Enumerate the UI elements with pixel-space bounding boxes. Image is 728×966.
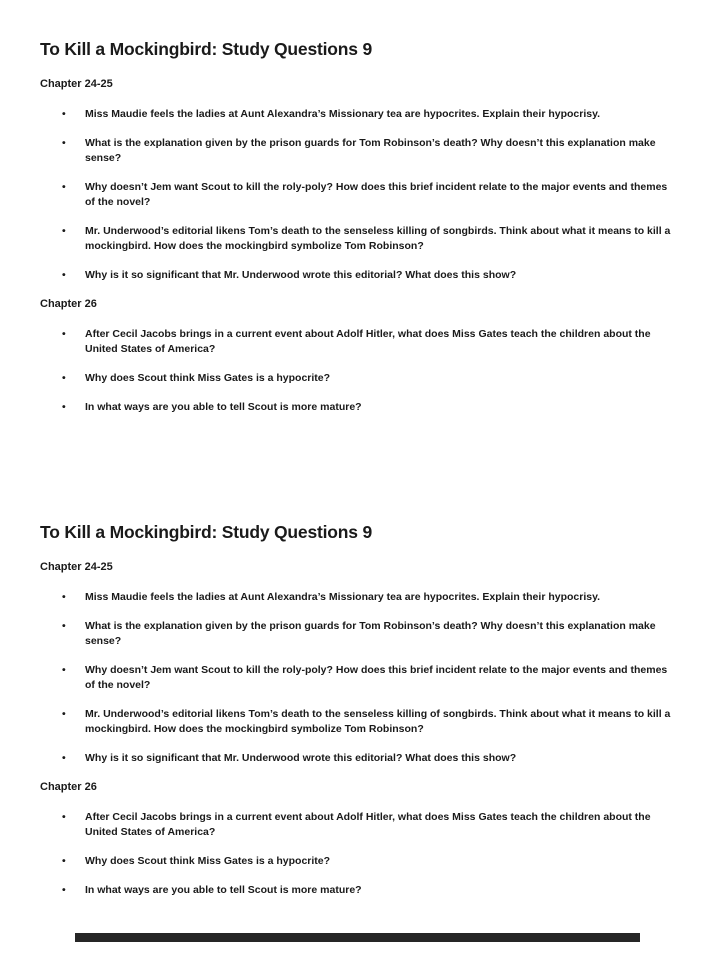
question-list xyxy=(40,590,686,766)
question-item: • Why does Scout think Miss Gates is a hypocrite? xyxy=(62,854,679,869)
question-item: • Why doesn’t Jem want Scout to kill the roly-poly? How does this brief incident relate to the major events and themes of the novel? xyxy=(62,180,679,210)
sections-container xyxy=(40,560,686,898)
question-item: • After Cecil Jacobs brings in a current event about Adolf Hitler, what does Miss Gates teach the children about the United States of America? xyxy=(62,810,679,840)
document-page xyxy=(0,483,728,966)
chapter-heading: Chapter 26 xyxy=(40,781,97,793)
question-list xyxy=(40,810,686,898)
chapter-heading: Chapter 24-25 xyxy=(40,78,113,90)
question-item: • In what ways are you able to tell Scout is more mature? xyxy=(62,883,679,898)
question-item: • What is the explanation given by the prison guards for Tom Robinson’s death? Why doesn’t this explanation make sense? xyxy=(62,136,679,166)
question-item: • Why is it so significant that Mr. Underwood wrote this editorial? What does this show? xyxy=(62,751,679,766)
question-item: • Mr. Underwood’s editorial likens Tom’s death to the senseless killing of songbirds. Think about what it means to kill a mockingbird. How does the mockingbird symbolize Tom Robinson? xyxy=(62,224,679,254)
chapter-heading: Chapter 24-25 xyxy=(40,561,113,573)
question-item: • Why doesn’t Jem want Scout to kill the roly-poly? How does this brief incident relate to the major events and themes of the novel? xyxy=(62,663,679,693)
chapter-heading: Chapter 26 xyxy=(40,298,97,310)
question-item: • After Cecil Jacobs brings in a current event about Adolf Hitler, what does Miss Gates teach the children about the United States of America? xyxy=(62,327,679,357)
question-item: • Mr. Underwood’s editorial likens Tom’s death to the senseless killing of songbirds. Think about what it means to kill a mockingbird. How does the mockingbird symbolize Tom Robinson? xyxy=(62,707,679,737)
question-list xyxy=(40,327,686,415)
question-item: • Why does Scout think Miss Gates is a hypocrite? xyxy=(62,371,679,386)
page-title: To Kill a Mockingbird: Study Questions 9 xyxy=(40,39,372,59)
sections-container xyxy=(40,77,686,415)
question-item: • In what ways are you able to tell Scout is more mature? xyxy=(62,400,679,415)
question-item: • Miss Maudie feels the ladies at Aunt Alexandra’s Missionary tea are hypocrites. Explain their hypocrisy. xyxy=(62,107,679,122)
question-list xyxy=(40,107,686,283)
next-page-edge-bar xyxy=(75,933,640,942)
question-item: • Miss Maudie feels the ladies at Aunt Alexandra’s Missionary tea are hypocrites. Explain their hypocrisy. xyxy=(62,590,679,605)
question-item: • Why is it so significant that Mr. Underwood wrote this editorial? What does this show? xyxy=(62,268,679,283)
question-item: • What is the explanation given by the prison guards for Tom Robinson’s death? Why doesn’t this explanation make sense? xyxy=(62,619,679,649)
page-title: To Kill a Mockingbird: Study Questions 9 xyxy=(40,522,372,542)
